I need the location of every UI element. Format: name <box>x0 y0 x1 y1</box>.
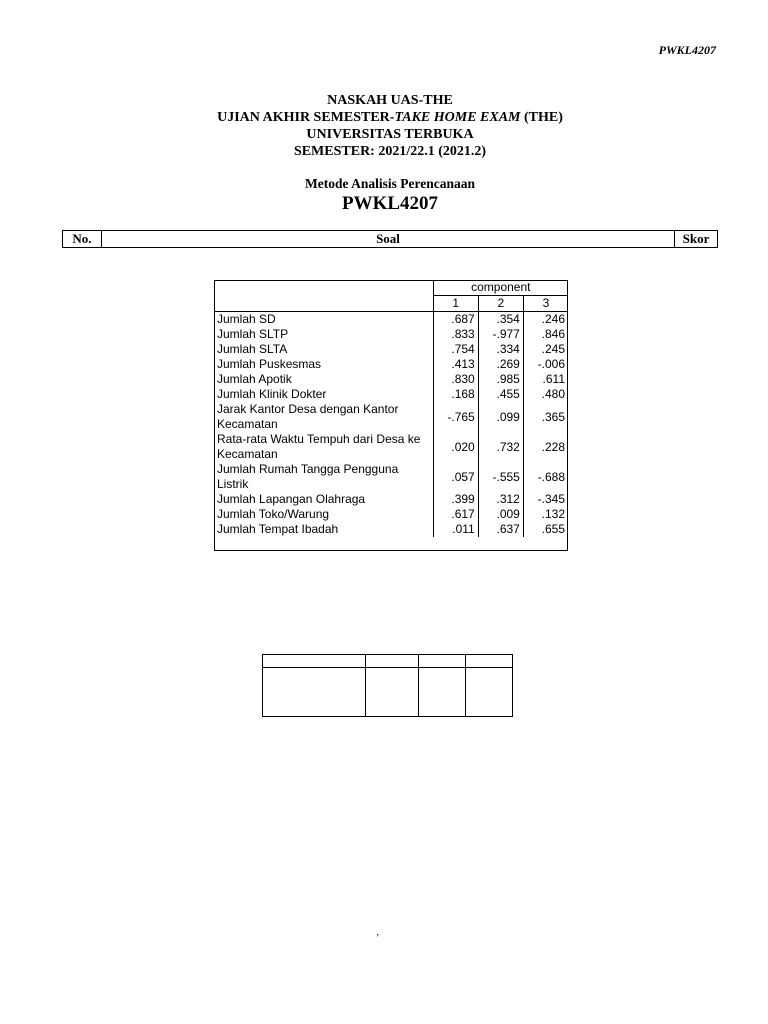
component-value: -.765 <box>433 402 478 432</box>
subject-name: Metode Analisis Perencanaan <box>305 176 475 191</box>
component-col-3: 3 <box>523 296 568 312</box>
component-value: -.555 <box>478 462 523 492</box>
component-value: .354 <box>478 312 523 328</box>
component-value: .413 <box>433 357 478 372</box>
component-matrix-table <box>214 280 568 537</box>
empty-cell <box>366 668 419 717</box>
row-label: Jumlah Apotik <box>217 372 292 386</box>
component-value: .687 <box>433 312 478 328</box>
header-line-3: UNIVERSITAS TERBUKA <box>306 127 474 142</box>
column-no: No. <box>63 231 102 248</box>
header-line-4: SEMESTER: 2021/22.1 (2021.2) <box>293 144 487 159</box>
empty-cell <box>419 655 466 668</box>
table-row <box>214 342 568 357</box>
empty-cell <box>419 668 466 717</box>
component-value: .312 <box>478 492 523 507</box>
row-label: Jumlah Rumah Tangga Pengguna Listrik <box>217 462 399 491</box>
row-label: Rata-rata Waktu Tempuh dari Desa ke Kecamatan <box>217 432 421 461</box>
component-value: .099 <box>478 402 523 432</box>
header-line-2-italic: TAKE HOME EXAM <box>394 110 521 125</box>
component-value: .168 <box>433 387 478 402</box>
component-col-1: 1 <box>433 296 478 312</box>
component-value: .246 <box>523 312 568 328</box>
component-value: .617 <box>433 507 478 522</box>
table-row <box>214 492 568 507</box>
row-label: Jumlah SD <box>217 312 276 326</box>
row-label: Jumlah Klinik Dokter <box>217 387 327 401</box>
table-row <box>214 327 568 342</box>
empty-cell <box>366 655 419 668</box>
table-row <box>214 402 568 432</box>
table-row <box>214 357 568 372</box>
column-soal: Soal <box>102 231 675 248</box>
header-line-1: NASKAH UAS-THE <box>327 93 453 108</box>
component-value: .011 <box>433 522 478 537</box>
component-value: -.006 <box>523 357 568 372</box>
component-col-2: 2 <box>478 296 523 312</box>
component-value: -.977 <box>478 327 523 342</box>
component-value: .611 <box>523 372 568 387</box>
table-row <box>214 432 568 462</box>
row-label: Jumlah Toko/Warung <box>217 507 330 521</box>
component-value: .480 <box>523 387 568 402</box>
subject-code: PWKL4207 <box>341 193 439 214</box>
document-code: PWKL4207 <box>658 43 716 57</box>
row-label: Jumlah Puskesmas <box>217 357 322 371</box>
page-mark: ‚ <box>376 927 380 938</box>
table-row <box>214 522 568 537</box>
component-value: .228 <box>523 432 568 462</box>
component-value: .833 <box>433 327 478 342</box>
empty-cell <box>466 668 513 717</box>
component-value: .455 <box>478 387 523 402</box>
component-value: .334 <box>478 342 523 357</box>
empty-cell <box>263 655 366 668</box>
component-value: .020 <box>433 432 478 462</box>
empty-table <box>262 654 513 717</box>
component-value: .754 <box>433 342 478 357</box>
table-row <box>214 387 568 402</box>
row-label: Jumlah Lapangan Olahraga <box>217 492 366 506</box>
empty-cell <box>466 655 513 668</box>
table-row <box>214 312 568 328</box>
component-value: .637 <box>478 522 523 537</box>
table-row <box>214 462 568 492</box>
component-value: .132 <box>523 507 568 522</box>
component-header: component <box>433 280 568 296</box>
row-label: Jumlah Tempat Ibadah <box>217 522 339 536</box>
component-value: .057 <box>433 462 478 492</box>
header-line-2-prefix: UJIAN AKHIR SEMESTER- <box>217 110 395 125</box>
row-label: Jarak Kantor Desa dengan Kantor Kecamatan <box>217 402 399 431</box>
column-skor: Skor <box>675 231 718 248</box>
component-value: .245 <box>523 342 568 357</box>
header-line-2-suffix: (THE) <box>520 110 563 125</box>
question-table-header <box>62 230 718 248</box>
header-line-2 <box>0 109 768 126</box>
table-row <box>214 507 568 522</box>
component-value: .399 <box>433 492 478 507</box>
exam-header <box>0 92 768 160</box>
component-value: .732 <box>478 432 523 462</box>
component-value: .655 <box>523 522 568 537</box>
component-value: .009 <box>478 507 523 522</box>
table-row <box>214 372 568 387</box>
component-value: .846 <box>523 327 568 342</box>
component-value: .269 <box>478 357 523 372</box>
component-value: -.688 <box>523 462 568 492</box>
component-value: .830 <box>433 372 478 387</box>
component-value: -.345 <box>523 492 568 507</box>
row-label: Jumlah SLTP <box>217 327 289 341</box>
row-label: Jumlah SLTA <box>217 342 288 356</box>
component-value: .985 <box>478 372 523 387</box>
empty-cell <box>263 668 366 717</box>
component-value: .365 <box>523 402 568 432</box>
subject-block <box>0 176 768 216</box>
